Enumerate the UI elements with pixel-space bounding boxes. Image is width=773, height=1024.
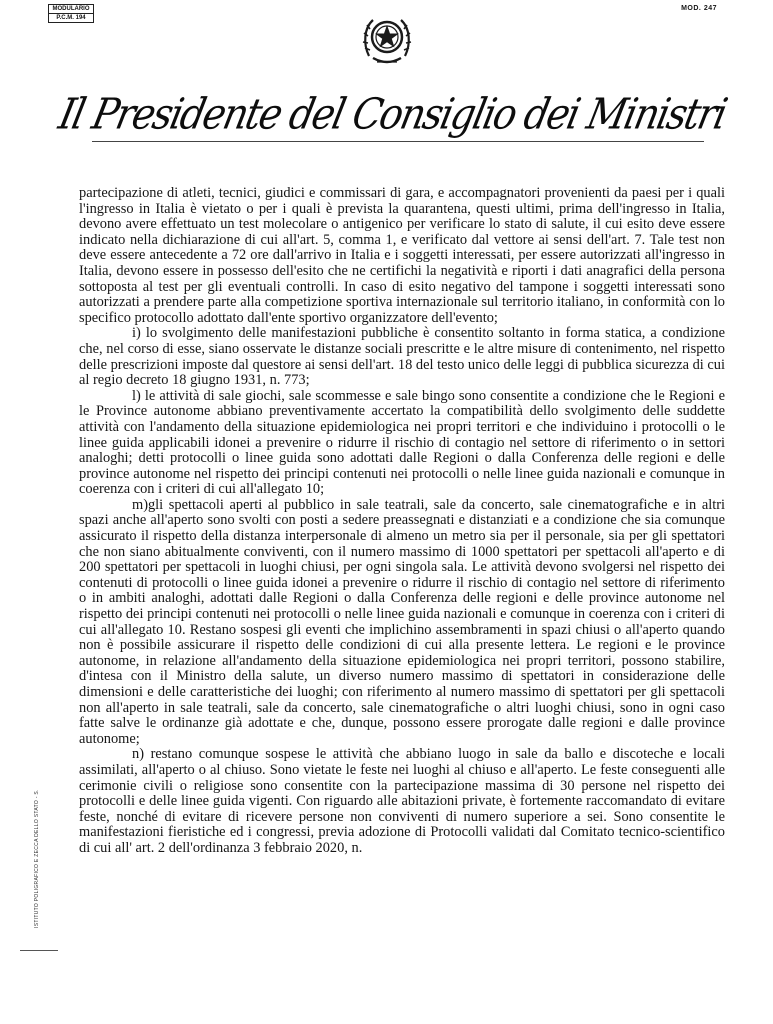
paragraph-item-l: l) le attività di sale giochi, sale scommesse e sale bingo sono consentite a condizione che le Regioni e le Province autonome abbiano preventivamente accertato la compatibilità dello svolgimento delle suddette attività con l'andamento della situazione epidemiologica nei propri territori e che individuino i protocolli o le linee guida applicabili idonei a prevenire o ridurre il rischio di contagio nel settore di riferimento o in settori analoghi; detti protocolli o linee guida sono adottati dalle Regioni o dalla Conferenza delle regioni e delle province autonome nel rispetto dei principi contenuti nei protocolli o nelle linee guida nazionali e comunque in coerenza con i criteri di cui all'allegato 10; <box>79 387 725 498</box>
printer-margin-note: ISTITUTO POLIGRAFICO E ZECCA DELLO STATO - S. <box>34 789 40 928</box>
office-heading: Il Presidente del Consiglio dei Ministri <box>54 89 731 139</box>
paragraph-item-n: n) restano comunque sospese le attività che abbiano luogo in sale da ballo e discoteche e locali assimilati, all'aperto o al chiuso. Sono vietate le feste nei luoghi al chiuso e all'aperto. Le feste conseguenti alle cerimonie civili o religiose sono consentite con la partecipazione massima di 30 persone nel rispetto dei protocolli e delle linee guida vigenti. Con riguardo alle abitazioni private, è fortemente raccomandato di evitare feste, nonché di evitare di ricevere persone non conviventi di numero superiore a sei. Sono consentite le manifestazioni fieristiche ed i congressi, previa adozione di Protocolli validati dal Comitato tecnico-scientifico di cui all' art. 2 dell'ordinanza 3 febbraio 2020, n. <box>79 746 725 856</box>
form-stamp <box>48 4 94 23</box>
paragraph-continuation: partecipazione di atleti, tecnici, giudici e commissari di gara, e accompagnatori provenienti da paesi per i quali l'ingresso in Italia è vietato o per i quali è prevista la quarantena, questi ultimi, prima dell'ingresso in Italia, devono avere effettuato un test molecolare o antigenico per verificare lo stato di salute, il cui esito deve essere indicato nella dichiarazione di cui all'art. 5, comma 1, e verificato dal vettore ai sensi dell'art. 7. Tale test non deve essere antecedente a 72 ore dall'arrivo in Italia e i soggetti interessati, per essere autorizzati all'ingresso in Italia, devono essere in possesso dell'esito che ne certifichi la negatività e riporti i dati anagrafici della persona sottoposta al test per gli eventuali controlli. In caso di esito negativo del tampone i soggetti interessati sono autorizzati a prendere parte alla competizione sportiva internazionale sul territorio italiano, in conformità con lo specifico protocollo adottato dall'ente sportivo organizzatore dell'evento; <box>79 185 725 326</box>
margin-rule <box>20 950 58 951</box>
document-body <box>79 186 725 857</box>
paragraph-item-m: m)gli spettacoli aperti al pubblico in sale teatrali, sale da concerto, sale cinematografiche e in altri spazi anche all'aperto sono svolti con posti a sedere preassegnati e distanziati e a condizione che sia comunque assicurato il rispetto della distanza interpersonale di almeno un metro sia per il personale, sia per gli spettatori che non siano abitualmente conviventi, con il numero massimo di 1000 spettatori per spettacoli all'aperto e di 200 spettatori per spettacoli in luoghi chiusi, per ogni singola sala. Le attività devono svolgersi nel rispetto dei contenuti di protocolli o linee guida idonei a prevenire o ridurre il rischio di contagio nel settore di riferimento o in ambiti analoghi, adottati dalle Regioni o dalla Conferenza delle regioni e delle province autonome nel rispetto dei principi contenuti nei protocolli o nelle linee guida nazionali e comunque in coerenza con i criteri di cui all'allegato 10. Restano sospesi gli eventi che implichino assembramenti in spazi chiusi o all'aperto quando non è possibile assicurare il rispetto delle condizioni di cui alla presente lettera. Le regioni e le province autonome, in relazione all'andamento della situazione epidemiologica nei propri territori, possono stabilire, d'intesa con il Ministro della salute, un diverso numero massimo di spettatori in considerazione delle dimensioni e delle caratteristiche dei luoghi; con riferimento al numero massimo di spettatori per gli spettacoli non all'aperto in sale teatrali, sale da concerto, sale cinematografiche o altri luoghi chiusi, sono in ogni caso fatte salve le ordinanze già adottate e che, dunque, possono essere prorogate dalle regioni e dalle province autonome; <box>79 496 725 747</box>
paragraph-item-i: i) lo svolgimento delle manifestazioni pubbliche è consentito soltanto in forma statica, a condizione che, nel corso di esse, siano osservate le distanze sociali prescritte e le altre misure di contenimento, nel rispetto delle prescrizioni imposte dal questore ai sensi dell'art. 18 del testo unico delle leggi di pubblica sicurezza di cui al regio decreto 18 giugno 1931, n. 773; <box>79 325 725 389</box>
stamp-line-2: P.C.M. 194 <box>49 13 93 22</box>
heading-underline <box>92 141 704 142</box>
italian-republic-emblem-icon <box>361 10 413 68</box>
stamp-line-1: MODULARIO <box>52 6 90 12</box>
form-number: MOD. 247 <box>681 5 717 12</box>
